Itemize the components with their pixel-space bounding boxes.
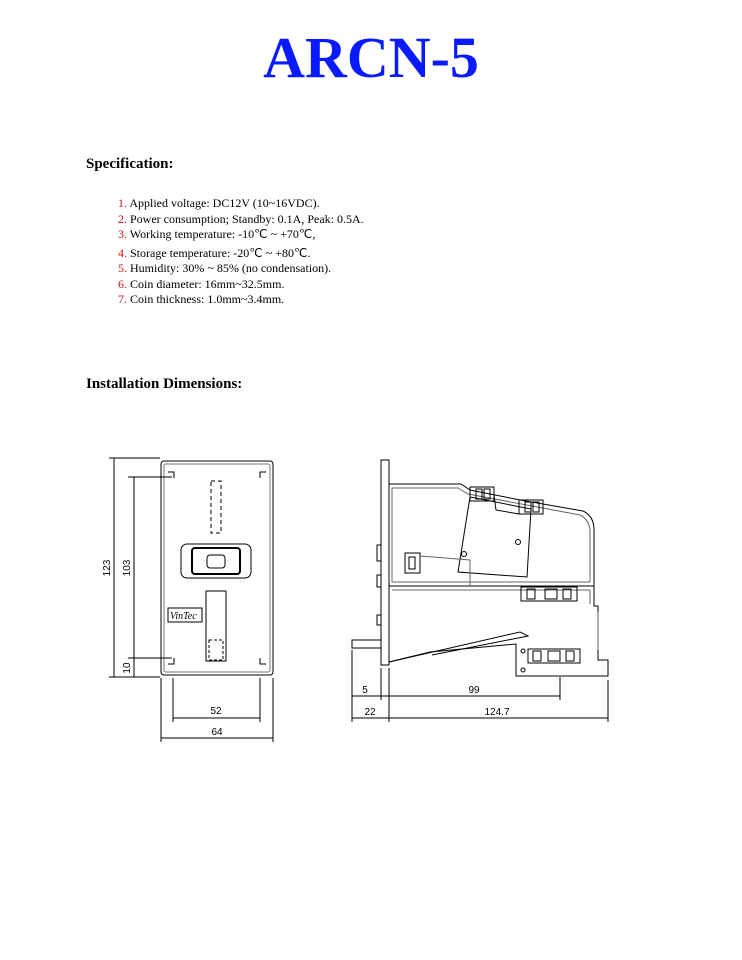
spec-text: Coin diameter: 16mm~32.5mm.: [130, 276, 285, 291]
coin-slot: [211, 481, 221, 533]
corner-mark: [168, 658, 174, 664]
corner-mark: [260, 472, 266, 478]
dim-label: 99: [468, 685, 480, 696]
dim-label: 10: [122, 662, 133, 674]
dim-label: 22: [364, 707, 376, 718]
return-slot-inner: [209, 640, 223, 660]
connector: [405, 553, 420, 573]
corner-mark: [260, 658, 266, 664]
side-bezel: [381, 460, 389, 665]
dim-label: 103: [122, 559, 133, 577]
spec-text: Power consumption; Standby: 0.1A, Peak: 0.5A.: [130, 211, 364, 226]
spec-number: 7.: [118, 292, 127, 306]
page-title: ARCN-5: [263, 25, 479, 90]
bezel-notch: [377, 575, 381, 587]
front-ledge: [352, 640, 381, 648]
spec-number: 4.: [118, 245, 127, 260]
spec-text: Humidity: 30% ~ 85% (no condensation).: [130, 261, 332, 275]
dim-label: 5: [362, 685, 368, 696]
spec-number: 1.: [118, 196, 127, 210]
spec-text: Working temperature: -10℃ ~ +70℃,: [129, 227, 316, 241]
lower-body-inner: [392, 590, 590, 604]
installation-heading: Installation Dimensions:: [86, 376, 243, 392]
spec-text: Applied voltage: DC12V (10~16VDC).: [129, 196, 320, 210]
dim-label: 52: [210, 706, 222, 717]
side-view: [352, 460, 608, 722]
spec-number: 5.: [118, 261, 127, 275]
bezel-notch: [377, 615, 381, 625]
reject-button-inner: [192, 548, 240, 574]
spec-number: 6.: [118, 276, 127, 291]
spec-text: Storage temperature: -20℃ ~ +80℃.: [130, 245, 311, 260]
logo-text: VinTec: [170, 611, 197, 622]
spec-number: 2.: [118, 211, 127, 226]
latch: [476, 489, 482, 499]
front-view: [109, 458, 273, 742]
front-logo: [168, 608, 202, 622]
circuit-board: [458, 497, 531, 577]
ramp: [389, 632, 528, 662]
dim-label: 64: [211, 727, 223, 738]
upper-body-inner: [392, 488, 590, 582]
bezel-notch: [377, 545, 381, 561]
latch: [525, 502, 531, 512]
dim-label: 124.7: [484, 707, 510, 718]
specification-heading: Specification:: [86, 156, 174, 172]
spec-number: 3.: [118, 227, 127, 241]
dim-label: 123: [102, 559, 113, 577]
reject-button-slot: [207, 555, 225, 568]
spec-text: Coin thickness: 1.0mm~3.4mm.: [130, 292, 285, 306]
